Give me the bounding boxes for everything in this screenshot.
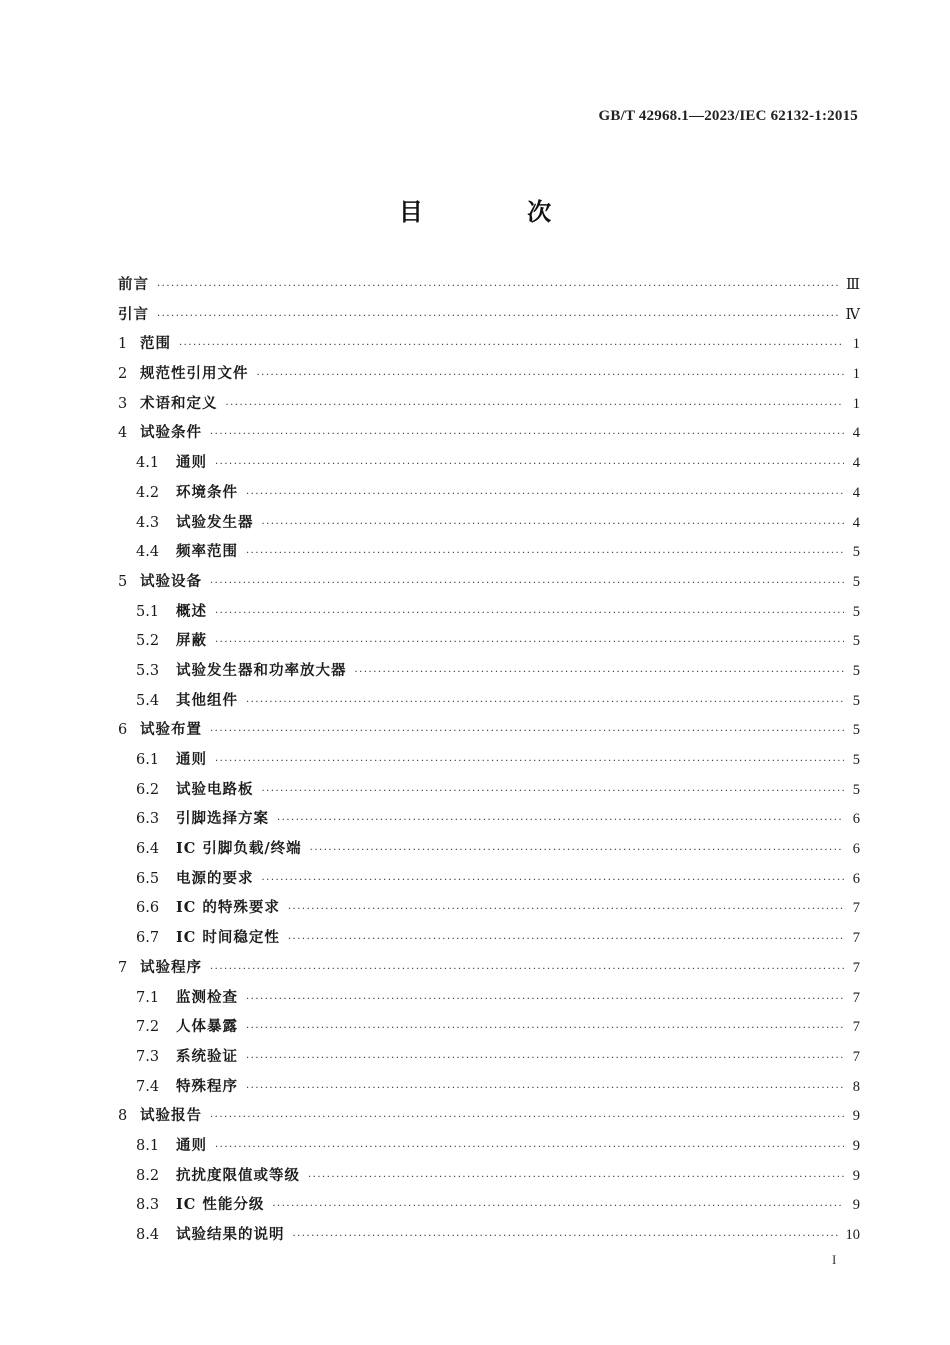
toc-entry-title: 试验设备 bbox=[140, 572, 202, 590]
toc-dot-leader bbox=[288, 895, 844, 925]
toc-entry-title: 抗扰度限值或等级 bbox=[176, 1166, 300, 1184]
toc-entry-page: 5 bbox=[852, 573, 860, 590]
toc-entry[interactable] bbox=[118, 893, 860, 923]
toc-entry-page: 1 bbox=[852, 336, 860, 353]
toc-entry-title: 其他组件 bbox=[176, 691, 238, 709]
toc-entry[interactable] bbox=[118, 715, 860, 745]
toc-entry-page: 7 bbox=[852, 930, 860, 947]
toc-entry-number: 7.3 bbox=[136, 1048, 160, 1065]
toc-dot-leader bbox=[262, 777, 845, 807]
toc-entry[interactable] bbox=[118, 864, 860, 894]
toc-dot-leader bbox=[246, 1074, 844, 1104]
toc-entry[interactable] bbox=[118, 745, 860, 775]
toc-dot-leader bbox=[246, 985, 844, 1015]
toc-dot-leader bbox=[215, 1133, 844, 1163]
toc-entry-title: 试验布置 bbox=[140, 721, 202, 739]
toc-entry-number: 5.4 bbox=[136, 692, 160, 709]
toc-entry-page: 7 bbox=[852, 959, 860, 976]
toc-entry-page: 6 bbox=[852, 841, 860, 858]
toc-entry-number: 6.6 bbox=[136, 900, 160, 917]
toc-dot-leader bbox=[210, 717, 844, 747]
toc-dot-leader bbox=[246, 688, 844, 718]
toc-entry-page: 6 bbox=[852, 870, 860, 887]
toc-entry-number: 5 bbox=[118, 573, 128, 590]
table-of-contents bbox=[118, 270, 860, 1250]
toc-entry-number: 8.3 bbox=[136, 1197, 160, 1214]
toc-dot-leader bbox=[310, 836, 844, 866]
toc-entry-number: 4.3 bbox=[136, 514, 160, 531]
toc-entry-title: IC 性能分级 bbox=[176, 1196, 265, 1214]
toc-entry-page: 7 bbox=[852, 1019, 860, 1036]
toc-entry-page: 5 bbox=[852, 722, 860, 739]
toc-entry-title: 试验程序 bbox=[140, 958, 202, 976]
toc-entry-page: 5 bbox=[852, 752, 860, 768]
toc-dot-leader bbox=[272, 1192, 844, 1222]
toc-entry[interactable] bbox=[118, 626, 860, 656]
toc-entry-title: 试验条件 bbox=[140, 424, 202, 442]
toc-entry-title: 通则 bbox=[176, 1136, 207, 1154]
toc-entry[interactable] bbox=[118, 270, 860, 300]
toc-entry-page: Ⅲ bbox=[846, 277, 860, 293]
toc-entry-number: 8 bbox=[118, 1108, 128, 1125]
toc-entry-title: 特殊程序 bbox=[176, 1077, 238, 1095]
toc-entry-page: Ⅳ bbox=[845, 306, 860, 323]
toc-entry-title: 屏蔽 bbox=[176, 632, 207, 650]
toc-entry-number: 6.2 bbox=[136, 781, 160, 798]
toc-entry-page: 7 bbox=[852, 989, 860, 1006]
toc-entry-page: 5 bbox=[852, 544, 860, 561]
toc-entry[interactable] bbox=[118, 1220, 860, 1250]
toc-dot-leader bbox=[308, 1163, 844, 1193]
toc-entry[interactable] bbox=[118, 389, 860, 419]
toc-dot-leader bbox=[179, 331, 844, 361]
toc-entry-page: 1 bbox=[852, 395, 860, 412]
toc-entry-title: 试验发生器 bbox=[176, 513, 254, 531]
toc-entry-number: 8.2 bbox=[136, 1167, 160, 1184]
toc-entry-title: 规范性引用文件 bbox=[140, 365, 249, 383]
toc-entry-number: 4 bbox=[118, 425, 128, 442]
toc-entry-number: 6.7 bbox=[136, 930, 160, 947]
toc-entry[interactable] bbox=[118, 537, 860, 567]
toc-entry-title: 系统验证 bbox=[176, 1047, 238, 1065]
toc-entry-title: 试验电路板 bbox=[176, 780, 254, 798]
toc-dot-leader bbox=[210, 955, 844, 985]
toc-entry-title: 前言 bbox=[118, 276, 149, 293]
toc-dot-leader bbox=[246, 480, 844, 510]
toc-entry-number: 7.2 bbox=[136, 1019, 160, 1036]
toc-entry-page: 4 bbox=[852, 455, 860, 472]
toc-entry[interactable] bbox=[118, 983, 860, 1013]
toc-entry-page: 9 bbox=[852, 1167, 860, 1184]
toc-dot-leader bbox=[262, 510, 845, 540]
toc-entry[interactable] bbox=[118, 418, 860, 448]
toc-dot-leader bbox=[215, 747, 844, 777]
toc-entry[interactable] bbox=[118, 1012, 860, 1042]
toc-entry-page: 10 bbox=[845, 1227, 860, 1243]
toc-entry-title: IC 时间稳定性 bbox=[176, 929, 280, 947]
toc-entry-number: 8.4 bbox=[136, 1227, 160, 1243]
toc-entry-page: 5 bbox=[852, 781, 860, 798]
toc-entry-page: 4 bbox=[852, 425, 860, 442]
toc-entry-number: 2 bbox=[118, 366, 128, 383]
toc-entry-title: 概述 bbox=[176, 602, 207, 620]
toc-dot-leader bbox=[246, 539, 844, 569]
toc-entry[interactable] bbox=[118, 953, 860, 983]
toc-entry[interactable] bbox=[118, 1042, 860, 1072]
toc-entry[interactable] bbox=[118, 448, 860, 478]
toc-entry-number: 4.4 bbox=[136, 544, 160, 561]
toc-entry[interactable] bbox=[118, 1190, 860, 1220]
toc-dot-leader bbox=[257, 361, 845, 391]
toc-entry-title: 人体暴露 bbox=[176, 1018, 238, 1036]
toc-dot-leader bbox=[157, 302, 840, 332]
toc-entry-page: 9 bbox=[852, 1137, 860, 1154]
toc-entry[interactable] bbox=[118, 804, 860, 834]
toc-entry[interactable] bbox=[118, 1161, 860, 1191]
toc-entry-number: 6.5 bbox=[136, 870, 160, 887]
toc-entry-page: 8 bbox=[852, 1078, 860, 1095]
toc-dot-leader bbox=[210, 569, 844, 599]
toc-dot-leader bbox=[210, 1103, 844, 1133]
toc-entry-page: 7 bbox=[852, 1048, 860, 1065]
document-code: GB/T 42968.1—2023/IEC 62132-1:2015 bbox=[598, 108, 858, 124]
toc-entry-page: 5 bbox=[852, 603, 860, 620]
toc-entry-title: 监测检查 bbox=[176, 988, 238, 1006]
toc-entry-title: 引脚选择方案 bbox=[176, 810, 269, 828]
toc-entry-number: 5.2 bbox=[136, 633, 160, 650]
toc-entry-title: 引言 bbox=[118, 305, 149, 323]
toc-entry-page: 5 bbox=[852, 662, 860, 679]
page-number: I bbox=[832, 1252, 837, 1267]
toc-entry[interactable] bbox=[118, 1131, 860, 1161]
toc-entry[interactable] bbox=[118, 508, 860, 538]
toc-entry[interactable] bbox=[118, 478, 860, 508]
toc-entry[interactable] bbox=[118, 300, 860, 330]
toc-entry[interactable] bbox=[118, 686, 860, 716]
toc-entry-number: 7.4 bbox=[136, 1078, 160, 1095]
toc-dot-leader bbox=[210, 420, 844, 450]
toc-entry-page: 4 bbox=[852, 514, 860, 531]
toc-entry[interactable] bbox=[118, 329, 860, 359]
toc-dot-leader bbox=[355, 658, 845, 688]
toc-entry-page: 4 bbox=[852, 484, 860, 501]
toc-dot-leader bbox=[246, 1044, 844, 1074]
toc-entry-title: 频率范围 bbox=[176, 543, 238, 561]
toc-dot-leader bbox=[246, 1014, 844, 1044]
toc-entry[interactable] bbox=[118, 1101, 860, 1131]
toc-dot-leader bbox=[157, 272, 840, 302]
toc-entry-number: 5.3 bbox=[136, 662, 160, 679]
toc-dot-leader bbox=[215, 599, 844, 629]
toc-dot-leader bbox=[226, 391, 845, 421]
toc-entry-page: 5 bbox=[852, 633, 860, 650]
toc-dot-leader bbox=[215, 628, 844, 658]
toc-entry[interactable] bbox=[118, 834, 860, 864]
toc-entry-page: 1 bbox=[852, 366, 860, 383]
toc-entry[interactable] bbox=[118, 775, 860, 805]
toc-entry-title: 电源的要求 bbox=[176, 869, 254, 887]
toc-entry-number: 1 bbox=[118, 336, 128, 353]
toc-entry-page: 7 bbox=[852, 900, 860, 917]
toc-entry-number: 6.3 bbox=[136, 811, 160, 828]
toc-entry-title: 试验发生器和功率放大器 bbox=[176, 661, 347, 679]
toc-entry[interactable] bbox=[118, 1072, 860, 1102]
toc-entry-number: 6 bbox=[118, 722, 128, 739]
toc-entry[interactable] bbox=[118, 923, 860, 953]
toc-entry-page: 9 bbox=[852, 1108, 860, 1125]
toc-entry-number: 4.2 bbox=[136, 484, 160, 501]
toc-entry-title: 范围 bbox=[140, 335, 171, 353]
toc-dot-leader bbox=[215, 450, 844, 480]
toc-entry[interactable] bbox=[118, 567, 860, 597]
toc-entry-number: 6.1 bbox=[136, 752, 160, 768]
toc-entry-title: 试验结果的说明 bbox=[176, 1226, 285, 1243]
toc-entry-page: 6 bbox=[852, 811, 860, 828]
toc-entry-title: 环境条件 bbox=[176, 483, 238, 501]
toc-entry-title: 通则 bbox=[176, 454, 207, 472]
toc-entry-number: 8.1 bbox=[136, 1137, 160, 1154]
toc-entry-title: IC 引脚负载/终端 bbox=[176, 840, 302, 858]
toc-entry-page: 5 bbox=[852, 692, 860, 709]
toc-entry-number: 7.1 bbox=[136, 989, 160, 1006]
toc-dot-leader bbox=[262, 866, 845, 896]
toc-entry-number: 5.1 bbox=[136, 603, 160, 620]
toc-entry-title: 术语和定义 bbox=[140, 394, 218, 412]
toc-entry[interactable] bbox=[118, 656, 860, 686]
toc-dot-leader bbox=[288, 925, 844, 955]
toc-entry-number: 6.4 bbox=[136, 841, 160, 858]
toc-entry-title: 试验报告 bbox=[140, 1107, 202, 1125]
toc-dot-leader bbox=[277, 806, 844, 836]
toc-entry-number: 7 bbox=[118, 959, 128, 976]
toc-dot-leader bbox=[293, 1222, 840, 1252]
toc-title: 目 次 bbox=[398, 198, 600, 226]
toc-entry-number: 4.1 bbox=[136, 455, 160, 472]
toc-entry[interactable] bbox=[118, 359, 860, 389]
toc-entry[interactable] bbox=[118, 597, 860, 627]
toc-entry-title: IC 的特殊要求 bbox=[176, 899, 280, 917]
toc-entry-title: 通则 bbox=[176, 751, 207, 768]
toc-entry-page: 9 bbox=[852, 1197, 860, 1214]
toc-entry-number: 3 bbox=[118, 395, 128, 412]
